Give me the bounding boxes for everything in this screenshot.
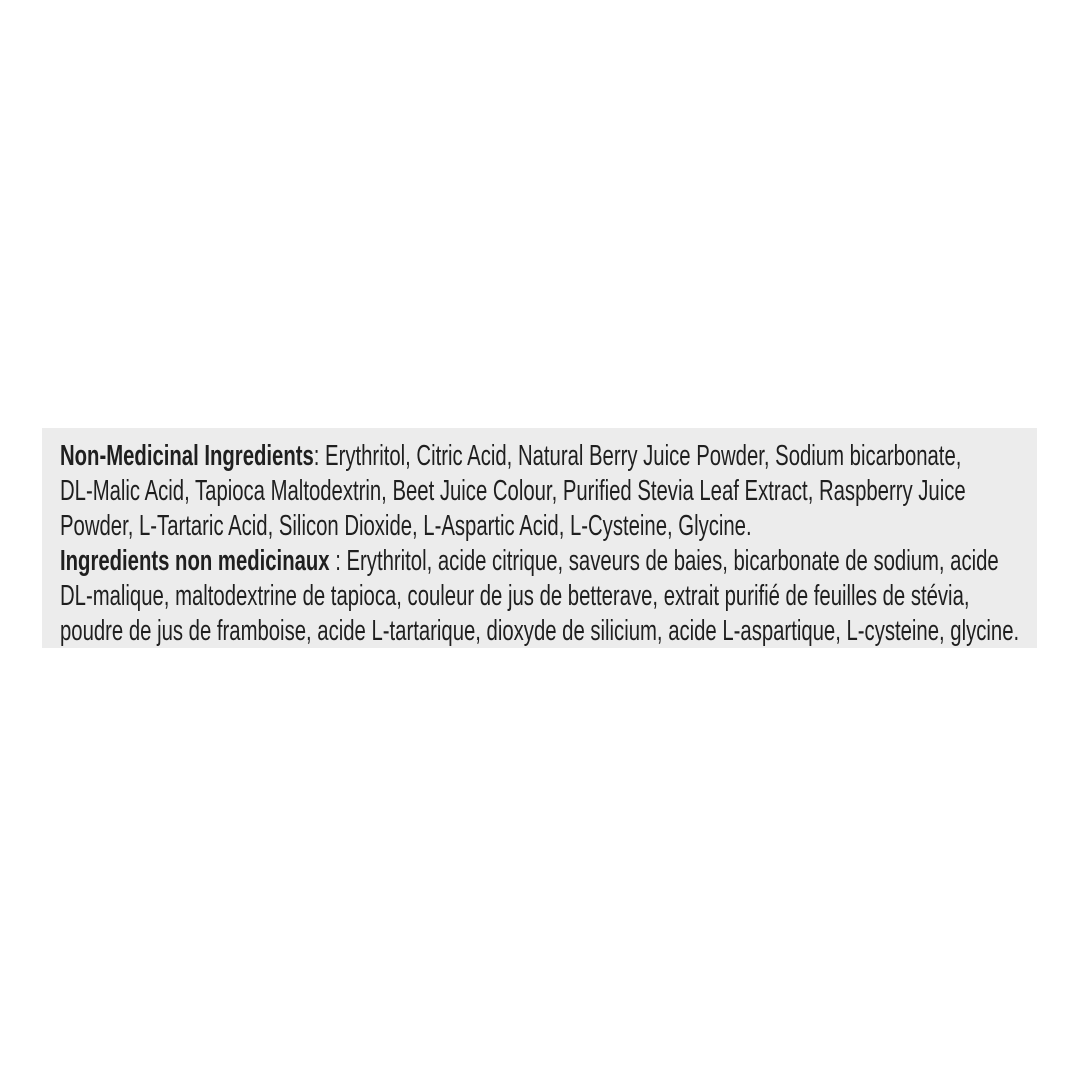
ingredients-line-fr-2 <box>60 579 970 614</box>
ingredients-text-fr-1: : Erythritol, acide citrique, saveurs de baies, bicarbonate de sodium, acide <box>329 545 999 577</box>
ingredients-text-en-2: DL-Malic Acid, Tapioca Maltodextrin, Beet Juice Colour, Purified Stevia Leaf Extract, Raspberry Juice <box>60 475 966 507</box>
ingredients-text-en-3: Powder, L-Tartaric Acid, Silicon Dioxide, L-Aspartic Acid, L-Cysteine, Glycine. <box>60 510 752 542</box>
ingredients-line-en-2 <box>60 474 966 509</box>
ingredients-line-en-3 <box>60 509 752 544</box>
ingredients-line-fr-3 <box>60 614 1020 649</box>
ingredients-line-en-1 <box>60 439 962 474</box>
ingredients-text-fr-3: poudre de jus de framboise, acide L-tartarique, dioxyde de silicium, acide L-aspartique, L-cysteine, glycine. <box>60 615 1020 647</box>
ingredients-panel <box>42 428 1037 648</box>
ingredients-non-medicinaux-heading: Ingredients non medicinaux <box>60 545 330 577</box>
ingredients-text-fr-2: DL-malique, maltodextrine de tapioca, couleur de jus de betterave, extrait purifié de feuilles de stévia, <box>60 580 970 612</box>
ingredients-line-fr-1 <box>60 544 999 579</box>
ingredients-text-en-1: : Erythritol, Citric Acid, Natural Berry Juice Powder, Sodium bicarbonate, <box>313 440 962 472</box>
non-medicinal-ingredients-heading: Non-Medicinal Ingredients <box>60 440 314 472</box>
